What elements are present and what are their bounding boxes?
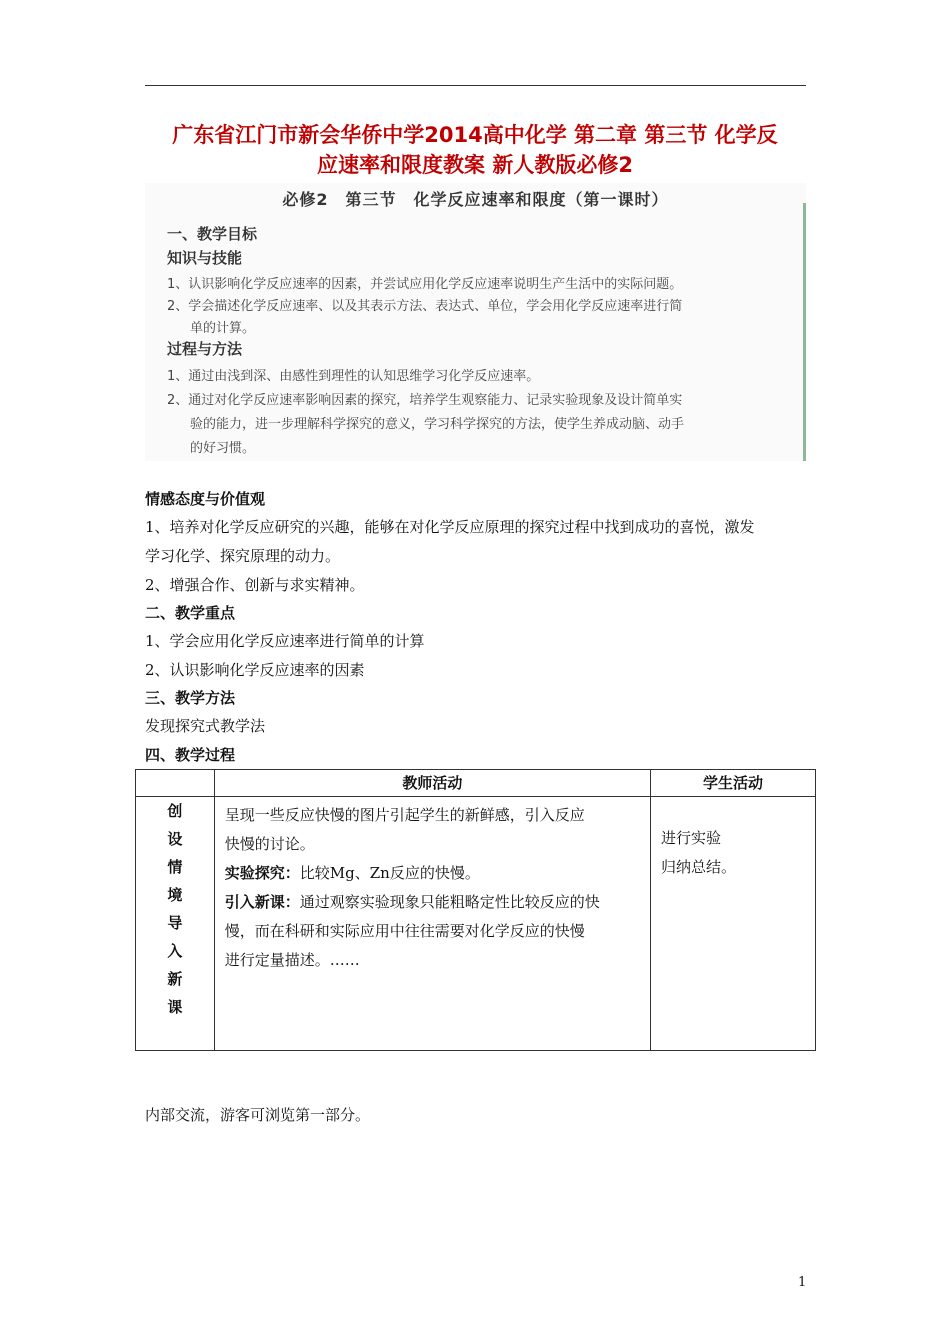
teacher-line: 呈现一些反应快慢的图片引起学生的新鲜感，引入反应 [224, 806, 585, 824]
emotion-item-2: 2、增强合作、创新与求实精神。 [145, 576, 365, 594]
header-stage-cell [136, 770, 215, 797]
stage-char: 课 [167, 998, 183, 1016]
emotion-item-1a: 1、培养对化学反应研究的兴趣，能够在对化学反应原理的探究过程中找到成功的喜悦，激发 [145, 518, 755, 536]
scan-process-2b: 验的能力，进一步理解科学探究的意义，学习科学探究的方法，使学生养成动脑、动手 [190, 417, 685, 432]
stage-char: 新 [167, 970, 183, 988]
teacher-line: 快慢的讨论。 [224, 835, 315, 853]
emotion-heading: 情感态度与价值观 [145, 490, 266, 508]
teaching-process-table [135, 769, 816, 1051]
stage-char: 境 [167, 886, 183, 904]
process-heading: 四、教学过程 [145, 746, 236, 764]
stage-char: 导 [167, 914, 183, 932]
scan-knowledge-2a: 2、学会描述化学反应速率、以及其表示方法、表达式、单位，学会用化学反应速率进行简 [167, 299, 683, 314]
focus-item-2: 2、认识影响化学反应速率的因素 [145, 661, 365, 679]
intro-line-2: 慢，而在科研和实际应用中往往需要对化学反应的快慢 [224, 922, 585, 940]
method-text: 发现探究式教学法 [145, 717, 266, 735]
experiment-line [225, 859, 642, 888]
stage-char: 情 [167, 858, 183, 876]
intro-line [225, 888, 642, 917]
scan-heading-process: 过程与方法 [167, 340, 243, 358]
header-student-activity: 学生活动 [651, 770, 816, 797]
scan-process-1: 1、通过由浅到深、由感性到理性的认知思维学习化学反应速率。 [167, 369, 540, 384]
scan-knowledge-1: 1、认识影响化学反应速率的因素，并尝试应用化学反应速率说明生产生活中的实际问题。 [167, 277, 683, 292]
focus-item-1: 1、学会应用化学反应速率进行简单的计算 [145, 632, 425, 650]
scan-process-2a: 2、通过对化学反应速率影响因素的探究，培养学生观察能力、记录实验现象及设计简单实 [167, 393, 683, 408]
stage-char: 创 [167, 802, 183, 820]
experiment-label: 实验探究： [224, 864, 300, 882]
header-rule [145, 85, 806, 86]
focus-heading: 二、教学重点 [145, 604, 236, 622]
footer-note: 内部交流，游客可浏览第一部分。 [145, 1106, 371, 1124]
intro-line-3: 进行定量描述。…… [224, 951, 360, 969]
student-line: 进行实验 [661, 828, 722, 847]
stage-char: 入 [167, 942, 183, 960]
title-line-2: 应速率和限度教案 新人教版必修2 [317, 153, 633, 177]
document-title [120, 120, 830, 180]
title-line-1: 广东省江门市新会华侨中学2014高中化学 第二章 第三节 化学反 [172, 123, 778, 147]
stage-char: 设 [167, 830, 183, 848]
student-activity-cell [651, 797, 816, 1051]
intro-text: 通过观察实验现象只能粗略定性比较反应的快 [299, 893, 600, 911]
method-heading: 三、教学方法 [145, 689, 236, 707]
header-teacher-activity: 教师活动 [214, 770, 650, 797]
scan-heading-knowledge: 知识与技能 [167, 249, 243, 267]
scan-process-2c: 的好习惯。 [190, 441, 256, 456]
stage-cell [136, 797, 215, 1051]
emotion-item-1b: 学习化学、探究原理的动力。 [145, 547, 341, 565]
page-number: 1 [798, 1275, 807, 1290]
student-line: 归纳总结。 [661, 857, 737, 876]
scan-lesson-title: 必修2 第三节 化学反应速率和限度（第一课时） [282, 190, 669, 209]
experiment-text: 比较Mg、Zn反应的快慢。 [299, 864, 480, 882]
intro-label: 引入新课： [224, 893, 300, 911]
table-row [136, 797, 816, 1051]
teacher-activity-cell [214, 797, 650, 1051]
scanned-objectives-image [145, 183, 806, 461]
table-header-row [136, 770, 816, 797]
scan-heading-objectives: 一、教学目标 [167, 225, 258, 243]
scan-knowledge-2b: 单的计算。 [190, 321, 256, 336]
scan-edge [803, 203, 806, 461]
